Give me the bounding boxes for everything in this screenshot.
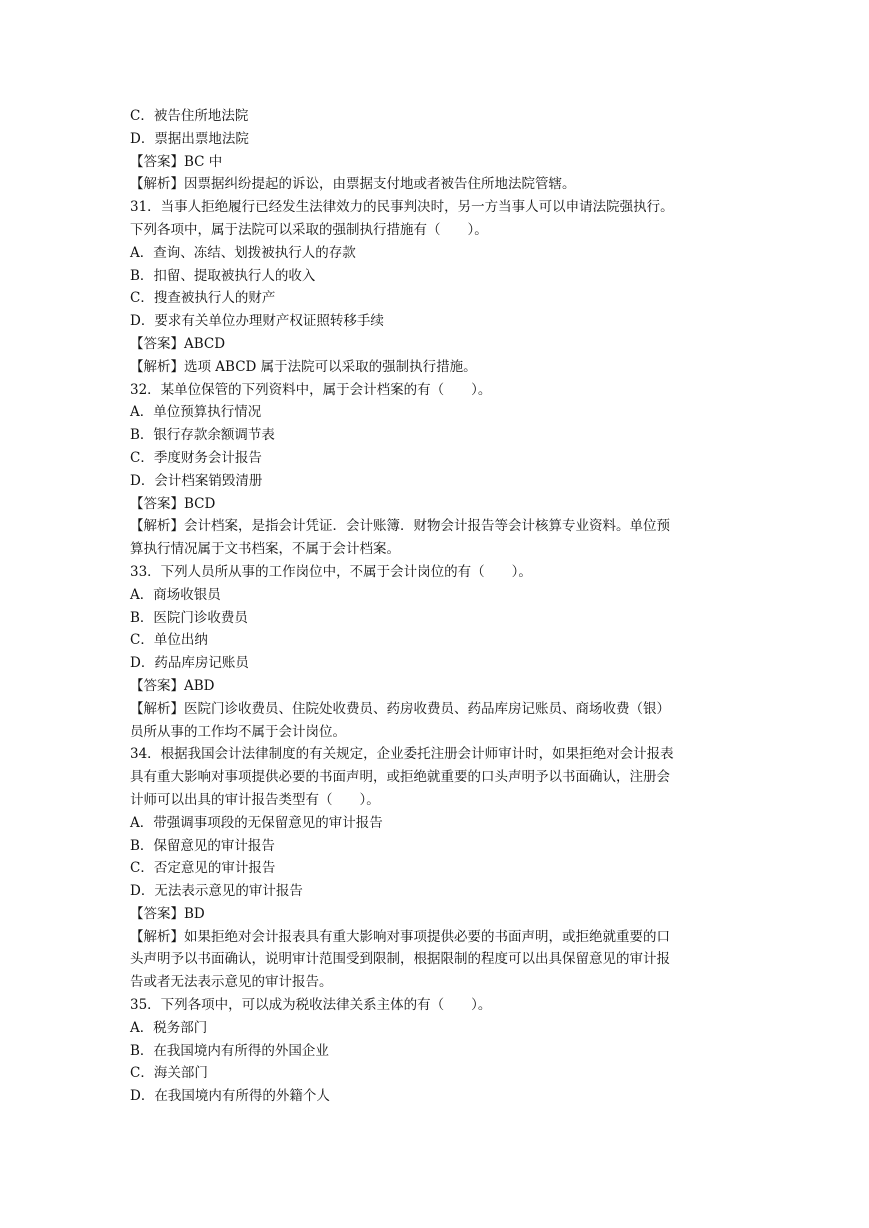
option-line: B．扣留、提取被执行人的收入 bbox=[130, 267, 316, 284]
answer-line: 【答案】ABD bbox=[130, 677, 215, 694]
option-line: D．票据出票地法院 bbox=[130, 130, 249, 147]
explanation-line: 【解析】选项 ABCD 属于法院可以采取的强制执行措施。 bbox=[130, 358, 477, 375]
question-34-line-3: 计师可以出具的审计报告类型有（ ）。 bbox=[130, 791, 380, 808]
explanation-line: 头声明予以书面确认，说明审计范围受到限制，根据限制的程度可以出具保留意见的审计报 bbox=[130, 951, 670, 968]
option-line: D．会计档案销毁清册 bbox=[130, 472, 263, 489]
question-34-line-1: 34．根据我国会计法律制度的有关规定，企业委托注册会计师审计时，如果拒绝对会计报表 bbox=[130, 746, 674, 763]
question-31-line-2: 下列各项中，属于法院可以采取的强制执行措施有（ ）。 bbox=[130, 221, 488, 238]
option-line: A．单位预算执行情况 bbox=[130, 404, 262, 421]
option-line: B．医院门诊收费员 bbox=[130, 609, 248, 626]
explanation-line: 【解析】医院门诊收费员、住院处收费员、药房收费员、药品库房记账员、商场收费（银） bbox=[130, 700, 670, 717]
option-line: B．在我国境内有所得的外国企业 bbox=[130, 1042, 329, 1059]
option-line: D．要求有关单位办理财产权证照转移手续 bbox=[130, 313, 384, 330]
question-31-line-1: 31．当事人拒绝履行已经发生法律效力的民事判决时，另一方当事人可以申请法院强执行。 bbox=[130, 199, 674, 216]
explanation-line: 告或者无法表示意见的审计报告。 bbox=[130, 974, 333, 991]
question-32: 32．某单位保管的下列资料中，属于会计档案的有（ ）。 bbox=[130, 381, 492, 398]
answer-line: 【答案】BCD bbox=[130, 495, 216, 512]
option-line: A．查询、冻结、划拨被执行人的存款 bbox=[130, 244, 356, 261]
option-line: C．搜查被执行人的财产 bbox=[130, 290, 276, 307]
question-34-line-2: 具有重大影响对事项提供必要的书面声明，或拒绝就重要的口头声明予以书面确认，注册会 bbox=[130, 769, 670, 786]
question-33: 33．下列人员所从事的工作岗位中，不属于会计岗位的有（ ）。 bbox=[130, 563, 532, 580]
option-line: C．否定意见的审计报告 bbox=[130, 860, 276, 877]
option-line: D．药品库房记账员 bbox=[130, 655, 249, 672]
option-line: A．带强调事项段的无保留意见的审计报告 bbox=[130, 814, 383, 831]
option-line: A．商场收银员 bbox=[130, 586, 221, 603]
explanation-line: 【解析】会计档案，是指会计凭证．会计账簿．财物会计报告等会计核算专业资料。单位预 bbox=[130, 518, 670, 535]
explanation-line: 算执行情况属于文书档案，不属于会计档案。 bbox=[130, 541, 400, 558]
option-line: D．无法表示意见的审计报告 bbox=[130, 883, 303, 900]
option-line: D．在我国境内有所得的外籍个人 bbox=[130, 1088, 330, 1105]
option-line: B．银行存款余额调节表 bbox=[130, 427, 275, 444]
option-line: B．保留意见的审计报告 bbox=[130, 837, 275, 854]
explanation-line: 员所从事的工作均不属于会计岗位。 bbox=[130, 723, 346, 740]
option-line: C．海关部门 bbox=[130, 1065, 208, 1082]
answer-line: 【答案】ABCD bbox=[130, 335, 226, 352]
option-line: C．被告住所地法院 bbox=[130, 108, 249, 124]
explanation-line: 【解析】因票据纠纷提起的诉讼，由票据支付地或者被告住所地法院管辖。 bbox=[130, 176, 576, 193]
option-line: C．单位出纳 bbox=[130, 632, 208, 649]
option-line: C．季度财务会计报告 bbox=[130, 449, 262, 466]
explanation-line: 【解析】如果拒绝对会计报表具有重大影响对事项提供必要的书面声明，或拒绝就重要的口 bbox=[130, 928, 670, 945]
question-35: 35．下列各项中，可以成为税收法律关系主体的有（ ）。 bbox=[130, 997, 492, 1014]
option-line: A．税务部门 bbox=[130, 1019, 208, 1036]
answer-line: 【答案】BD bbox=[130, 905, 205, 922]
document-page bbox=[130, 105, 770, 1108]
answer-line: 【答案】BC 中 bbox=[130, 153, 223, 170]
